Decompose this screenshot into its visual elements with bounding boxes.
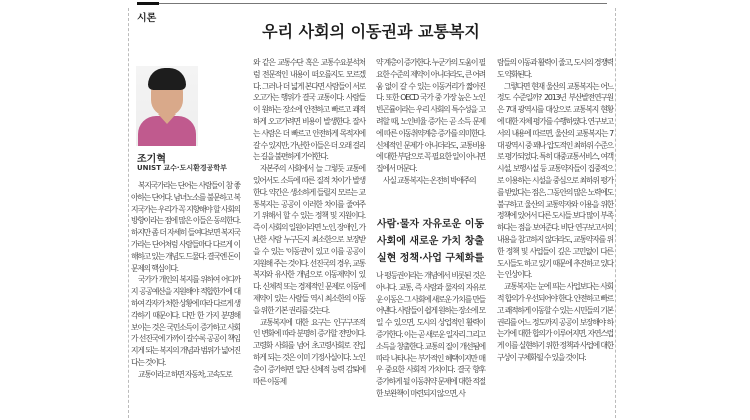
paragraph: 나 평등권이라는 개념에서 비롯된 것은 아니다. 교통, 즉 사람과 물자의 자유로운 이동은 그 사회에 새로운 가치를 만들어낸다. 사람들이 쉽게 원하는 장소에 모일 수 있으면, 도시의 상업적인 활력이 증가한다. 이는 곧 새로운 일자리 그리고 소득을 창출한다. 교통의 질이 개선됨에 따라 나타나는 부가적인 혜택이지만 매우 중요한 사회적 가치이다. 결국 향후 증가하게 될 이동취약 문제에 대한 적절한 보완책이 마련되지 않으면, 사 <box>376 271 485 398</box>
pull-quote <box>376 216 485 267</box>
top-rule <box>137 3 607 4</box>
section-label: 시론 <box>137 13 157 24</box>
section-rule <box>137 2 159 5</box>
paragraph: 교통복지는 눈에 띄는 사업보다는 사회적 합의가 우선되어야 한다. 안전하고 빠르고 쾌적하게 이동할 수 있는 시민들의 기본 권리를 어느 정도까지 공공이 보장해야 하는가에 대한 합의가 이루어지면, 자연스럽게 이를 실현하기 위한 정책과 사업에 대한 구상이 구체화될 수 있을 것이다. <box>497 282 613 362</box>
paragraph: 약 계층이 증가한다. 누군가의 도움이 필요한 수준의 제약이 아니더라도, 큰 어려움 없이 갈 수 있는 이동거리가 짧아진다. 또한 OECD 국가 중 가장 높은 노인빈곤률이라는 우리 사회의 특수성을 고려할 때, 노인비율 증가는 곧 소득 문제에 따른 이동취약계층 증가를 의미한다. 신체적인 문제가 아니더라도, 교통비용에 대한 부담으로 꼭 필요한 일이 아니면 집에서 머문다. <box>376 58 485 174</box>
paragraph: 국가가 개인의 복지를 위하여 어디까지 공공예산을 지원해야 적합한가에 대하여 각자가 처한 상황에 따라 다르게 생각하기 때문이다. 다만 한 가지 분명해 보이는 것은 국민소득이 증가하고 사회가 선진국에 가까이 갈수록 공공이 책임지게 되는 복지의 개념과 범위가 넓어진다는 것이다. <box>131 275 240 367</box>
paragraph: 교통복지에 대한 요구는 인구구조적인 변화에 따라 분명히 증가할 전망이다. 고령화 사회를 넘어 초고령사회로 진입하게 되는 것은 이미 기정사실이다. 노인층이 증가하면 일단 신체적 능력 감퇴에 따른 이동제 <box>253 317 365 386</box>
pull-quote-line: 사회에 새로운 가치 창출 <box>376 236 485 247</box>
column-2 <box>253 57 365 387</box>
pull-quote-line: 사람·물자 자유로운 이동 <box>376 219 485 230</box>
column-3-bottom <box>376 270 485 400</box>
column-1 <box>131 180 240 381</box>
author-name: 조기혁 <box>137 154 166 165</box>
paragraph: 복지국가라는 단어는 사람들이 참 좋아하는 단어다. 남녀노소를 불문하고 복지국가는 우리가 꼭 지향해야 할 사회의 방향이라는 점에 많은 이들은 동의한다. 하지만 좀 더 자세히 들여다보면 복지국가라는 단어처럼 사람들마다 다르게 이해하고 있는 개념도 드물다. 결국엔 돈이 문제의 핵심이다. <box>131 181 240 273</box>
paragraph: 교통이라고 하면 자동차, 고속도로 <box>138 369 232 379</box>
paragraph: 와 같은 교통수단 혹은 교통수요분석처럼 전문적인 내용이 떠오를지도 모르겠다. 그러나 더 넓게 본다면 사람들이 서로 오고가는 행위가 결국 교통이다. 사람들이 원하는 장소에 안전하고 빠르고 쾌적하게 오고가려면 비용이 발생한다. 잘사는 사람은 더 빠르고 안전하게 목적지에 갈 수 있지만, 가난한 이들은 더 오래 걸리는 길을 불편하게 가야한다. <box>253 58 365 162</box>
column-4 <box>497 57 613 364</box>
pull-quote-line: 실현 정책·사업 구체화를 <box>376 253 485 264</box>
paragraph: 그렇다면 현재 울산의 교통복지는 어느 정도 수준일까? 2013년 부산발전연구원은 7대 광역시를 대상으로 교통복지 현황에 대한 자체 평가를 수행하였다. 연구보고서의 내용에 따르면, 울산의 교통복지는 7대 광역시 중 꽤나 압도적인 최하위 수준으로 평가되었다. 특히 대중교통서비스, 여객시설, 보행시설 등 교통약자들이 집중적으로 이용하는 시설을 중심으로 최하위 평가를 받았다는 점은, 그동안의 많은 노력에도 불구하고 울산의 교통약자와 이용을 위한 정책에 있어서 다른 도시들 보다 많이 부족하다는 점을 보여준다. 비단 연구보고서의 내용을 참고하지 않더라도, 교통약자를 위한 정책 및 사업들이 깊은 고민없이 다른 도시들도 하고 있기 때문에 추진하고 있다는 인상이다. <box>497 81 613 280</box>
paragraph: 자본주의 사회에서 늘 그렇듯 교통에 있어서도 소득에 따른 질적 차이가 발생한다. 약간은 생소하게 들릴지 모르는 교통복지는 공공이 이러한 차이를 줄여주기 위해서 할 수 있는 정책 및 지원이다. 즉 이 사회의 일원이라면 노인, 장애인, 가난한 사람 누구든지 최소한으로 보장받을 수 있는 '이동권'이 있고 이를 공공이 지원해 주는 것이다. 선진국의 경우, 교통복지와 유사한 개념으로 이동제약이 있다. 신체적 또는 경제적인 문제로 이동에 제약이 있는 사람들 역시 최소한의 이동을 위한 기본 권리를 갖는다. <box>253 164 365 315</box>
paragraph: 사실 교통복지는 온전히 박애주의 <box>383 175 476 185</box>
author-photo <box>136 66 198 146</box>
headline: 우리 사회의 이동권과 교통복지 <box>262 22 480 41</box>
author-affiliation: UNIST 교수·도시환경공학부 <box>137 164 227 172</box>
paragraph: 람들의 이동과 활력이 줄고, 도시의 경쟁력도 약화된다. <box>497 58 613 79</box>
column-3-top <box>376 57 485 187</box>
